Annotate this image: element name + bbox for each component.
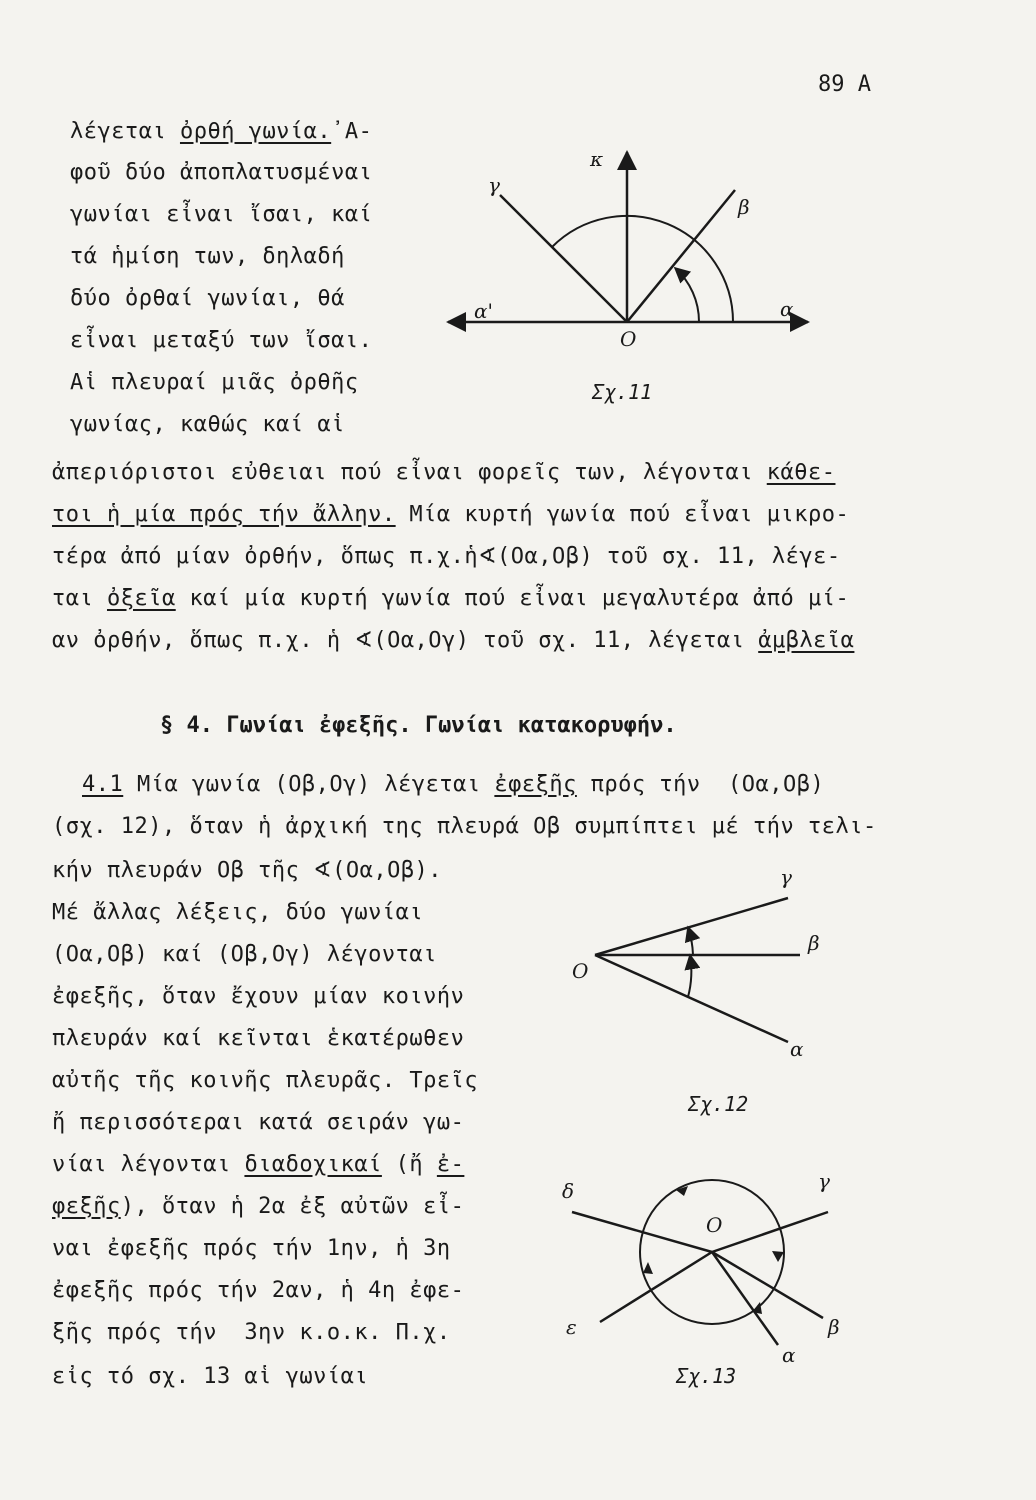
text-line-3: γωνίαι εἶναι ἴσαι, καί bbox=[70, 202, 373, 227]
text-span: λέγεται bbox=[70, 119, 180, 144]
text-line-27: ξῆς πρός τήν 3ην κ.ο.κ. Π.χ. bbox=[52, 1320, 451, 1345]
fig13-label-d: δ bbox=[562, 1179, 575, 1203]
fig12-label-a: α bbox=[790, 1037, 804, 1061]
text-span: ᾿Α- bbox=[331, 119, 373, 144]
text-line-25: ναι ἐφεξῆς πρός τήν 1ην, ἡ 3η bbox=[52, 1236, 451, 1261]
fig11-label-g: γ bbox=[488, 173, 500, 197]
text-line-17: Μέ ἄλλας λέξεις, δύο γωνίαι bbox=[52, 900, 424, 925]
fig13-ray-g bbox=[712, 1212, 828, 1252]
fig13-ray-e bbox=[600, 1252, 712, 1322]
fig11-label-o: O bbox=[620, 327, 637, 351]
text-line-21: αὐτῆς τῆς κοινῆς πλευρᾶς. Τρεῖς bbox=[52, 1068, 479, 1093]
fig12-label-o: O bbox=[572, 959, 589, 983]
fig11-caption: Σχ.11 bbox=[592, 380, 653, 404]
fig12-label-g: γ bbox=[780, 865, 792, 889]
text-span: Μία γωνία (Οβ,Ογ) λέγεται bbox=[123, 772, 495, 797]
text-line-20: πλευράν καί κεῖνται ἑκατέρωθεν bbox=[52, 1026, 465, 1051]
text-line-16: κήν πλευράν Οβ τῆς ∢(Οα,Οβ). bbox=[52, 858, 443, 883]
fig12-label-b: β bbox=[808, 931, 820, 955]
text-span: αν ὀρθήν, ὅπως π.χ. ἡ ∢(Οα,Ογ) τοῦ σχ. 11, λέγεται bbox=[52, 628, 759, 653]
text-line-2: φοῦ δύο ἀποπλατυσμέναι bbox=[70, 160, 373, 185]
term-orthi-gonia: ὀρθή γωνία. bbox=[179, 119, 332, 144]
fig11-label-a: α bbox=[780, 297, 794, 321]
text-line-15: (σχ. 12), ὅταν ἡ ἀρχική της πλευρά Οβ συμπίπτει μέ τήν τελι- bbox=[52, 814, 877, 839]
section-heading: § 4. Γωνίαι ἐφεξῆς. Γωνίαι κατακορυφήν. bbox=[160, 713, 677, 738]
term-kathetoi-cont: τοι ἡ μία πρός τήν ἄλλην. bbox=[52, 502, 396, 527]
text-span: (ἤ bbox=[381, 1152, 437, 1177]
text-line-7: Αἱ πλευραί μιᾶς ὀρθῆς bbox=[70, 370, 359, 395]
term-efexis-2: ἐ- bbox=[436, 1152, 465, 1177]
fig12-caption: Σχ.12 bbox=[688, 1092, 749, 1116]
term-efexis: ἐφεξῆς bbox=[494, 772, 577, 797]
text-line-11: τέρα ἀπό μίαν ὀρθήν, ὅπως π.χ.ἡ∢(Οα,Οβ) τοῦ σχ. 11, λέγε- bbox=[52, 544, 841, 569]
fig11-label-b: β bbox=[738, 195, 750, 219]
text-span: πρός τήν (Οα,Οβ) bbox=[576, 772, 825, 797]
term-oxeia: ὀξεῖα bbox=[106, 586, 176, 611]
fig11-label-k: κ bbox=[590, 147, 604, 171]
fig13-label-g: γ bbox=[818, 1169, 830, 1193]
text-line-28: εἰς τό σχ. 13 αἱ γωνίαι bbox=[52, 1364, 369, 1389]
term-kathetoi: κάθε- bbox=[766, 460, 836, 485]
fig13-caption: Σχ.13 bbox=[676, 1364, 737, 1388]
text-span: Μία κυρτή γωνία πού εἶναι μικρο- bbox=[395, 502, 850, 527]
fig13-label-o: O bbox=[706, 1213, 723, 1237]
text-line-26: ἐφεξῆς πρός τήν 2αν, ἡ 4η ἐφε- bbox=[52, 1278, 465, 1303]
fig11-label-a1: α' bbox=[474, 299, 494, 323]
fig13-ray-b bbox=[712, 1252, 823, 1318]
text-span: ), ὅταν ἡ 2α ἐξ αὐτῶν εἶ- bbox=[120, 1194, 465, 1219]
text-span: καί μία κυρτή γωνία πού εἶναι μεγαλυτέρα ἀπό μί- bbox=[175, 586, 850, 611]
fig13-label-a: α bbox=[782, 1343, 796, 1367]
subsection-number: 4.1 bbox=[82, 772, 124, 797]
fig13-label-b: β bbox=[828, 1315, 840, 1339]
text-line-22: ἤ περισσότεραι κατά σειράν γω- bbox=[52, 1110, 465, 1135]
text-line-18: (Οα,Οβ) καί (Οβ,Ογ) λέγονται bbox=[52, 942, 437, 967]
text-line-6: εἶναι μεταξύ των ἴσαι. bbox=[70, 328, 373, 353]
term-efexis-2-cont: φεξῆς bbox=[52, 1194, 121, 1219]
text-line-5: δύο ὀρθαί γωνίαι, θά bbox=[70, 286, 345, 311]
text-span: νίαι λέγονται bbox=[52, 1152, 245, 1177]
fig13-arrow-4 bbox=[643, 1262, 653, 1274]
text-line-8: γωνίας, καθώς καί αἱ bbox=[70, 412, 345, 437]
text-line-4: τά ἡμίση των, δηλαδή bbox=[70, 244, 345, 269]
page-number: 89 A bbox=[818, 72, 871, 97]
text-span: ται bbox=[52, 586, 107, 611]
text-span: ἀπεριόριστοι εὐθειαι πού εἶναι φορεῖς των, λέγονται bbox=[52, 460, 767, 485]
fig13-arrow-1 bbox=[752, 1302, 762, 1314]
text-line-19: ἐφεξῆς, ὅταν ἔχουν μίαν κοινήν bbox=[52, 984, 465, 1009]
fig13-label-e: ε bbox=[566, 1315, 577, 1339]
term-diadochikai: διαδοχικαί bbox=[244, 1152, 382, 1177]
fig13-arrow-2 bbox=[772, 1251, 784, 1262]
term-amvleia: ἀμβλεῖα bbox=[758, 628, 855, 653]
